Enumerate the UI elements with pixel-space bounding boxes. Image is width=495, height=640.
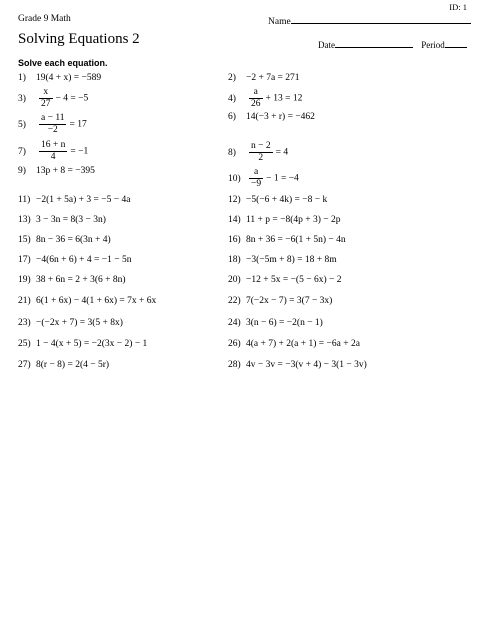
problem-18: 18) −3(−5m + 8) = 18 + 8m (228, 255, 337, 265)
name-field (268, 14, 471, 27)
problem-1: 1) 19(4 + x) = −589 (18, 73, 102, 83)
problem-14: 14) 11 + p = −8(4p + 3) − 2p (228, 215, 341, 225)
problem-13: 13) 3 − 3n = 8(3 − 3n) (18, 215, 106, 225)
problem-17: 17) −4(6n + 6) + 4 = −1 − 5n (18, 255, 132, 265)
problem-5: 5) $\frac{a - 11}{-2}$ = 17 (18, 113, 87, 135)
name-label: Name (268, 17, 291, 27)
problem-22: 22) 7(−2x − 7) = 3(7 − 3x) (228, 296, 333, 306)
problem-26: 26) 4(a + 7) + 2(a + 1) = −6a + 2a (228, 339, 360, 349)
instructions: Solve each equation. (18, 58, 108, 68)
problem-4: 4) $\frac{a}{26}$ + 13 = 12 (228, 87, 303, 109)
name-blank (291, 14, 471, 24)
problem-21: 21) 6(1 + 6x) − 4(1 + 6x) = 7x + 6x (18, 296, 157, 306)
page-title: Solving Equations 2 (18, 31, 140, 47)
problem-7: 7) $\frac{16 + n}{4}$ = −1 (18, 140, 89, 162)
problem-10: 10) $\frac{a}{-9}$ − 1 = −4 (228, 167, 299, 189)
problem-23: 23) −(−2x + 7) = 3(5 + 8x) (18, 318, 123, 328)
problem-2: 2) −2 + 7a = 271 (228, 73, 300, 83)
worksheet-id: ID: 1 (449, 2, 467, 12)
problem-20: 20) −12 + 5x = −(5 − 6x) − 2 (228, 275, 342, 285)
problem-28: 28) 4v − 3v = −3(v + 4) − 3(1 − 3v) (228, 360, 367, 370)
date-period-fields (318, 38, 467, 50)
problem-11: 11) −2(1 + 5a) + 3 = −5 − 4a (18, 195, 131, 205)
problem-8: 8) $\frac{n - 2}{2}$ = 4 (228, 141, 289, 163)
problem-25: 25) 1 − 4(x + 5) = −2(3x − 2) − 1 (18, 339, 148, 349)
problem-12: 12) −5(−6 + 4k) = −8 − k (228, 195, 328, 205)
problem-6: 6) 14(−3 + r) = −462 (228, 112, 315, 122)
problem-3: 3) $\frac{x}{27}$ − 4 = −5 (18, 87, 89, 109)
period-blank (445, 38, 467, 48)
problem-19: 19) 38 + 6n = 2 + 3(6 + 8n) (18, 275, 126, 285)
course-label: Grade 9 Math (18, 14, 71, 24)
problem-15: 15) 8n − 36 = 6(3n + 4) (18, 235, 111, 245)
period-label: Period (421, 40, 445, 50)
problem-27: 27) 8(r − 8) = 2(4 − 5r) (18, 360, 110, 370)
problem-9: 9) 13p + 8 = −395 (18, 166, 95, 176)
problem-24: 24) 3(n − 6) = −2(n − 1) (228, 318, 323, 328)
problem-16: 16) 8n + 36 = −6(1 + 5n) − 4n (228, 235, 346, 245)
date-label: Date (318, 40, 335, 50)
date-blank (335, 38, 413, 48)
